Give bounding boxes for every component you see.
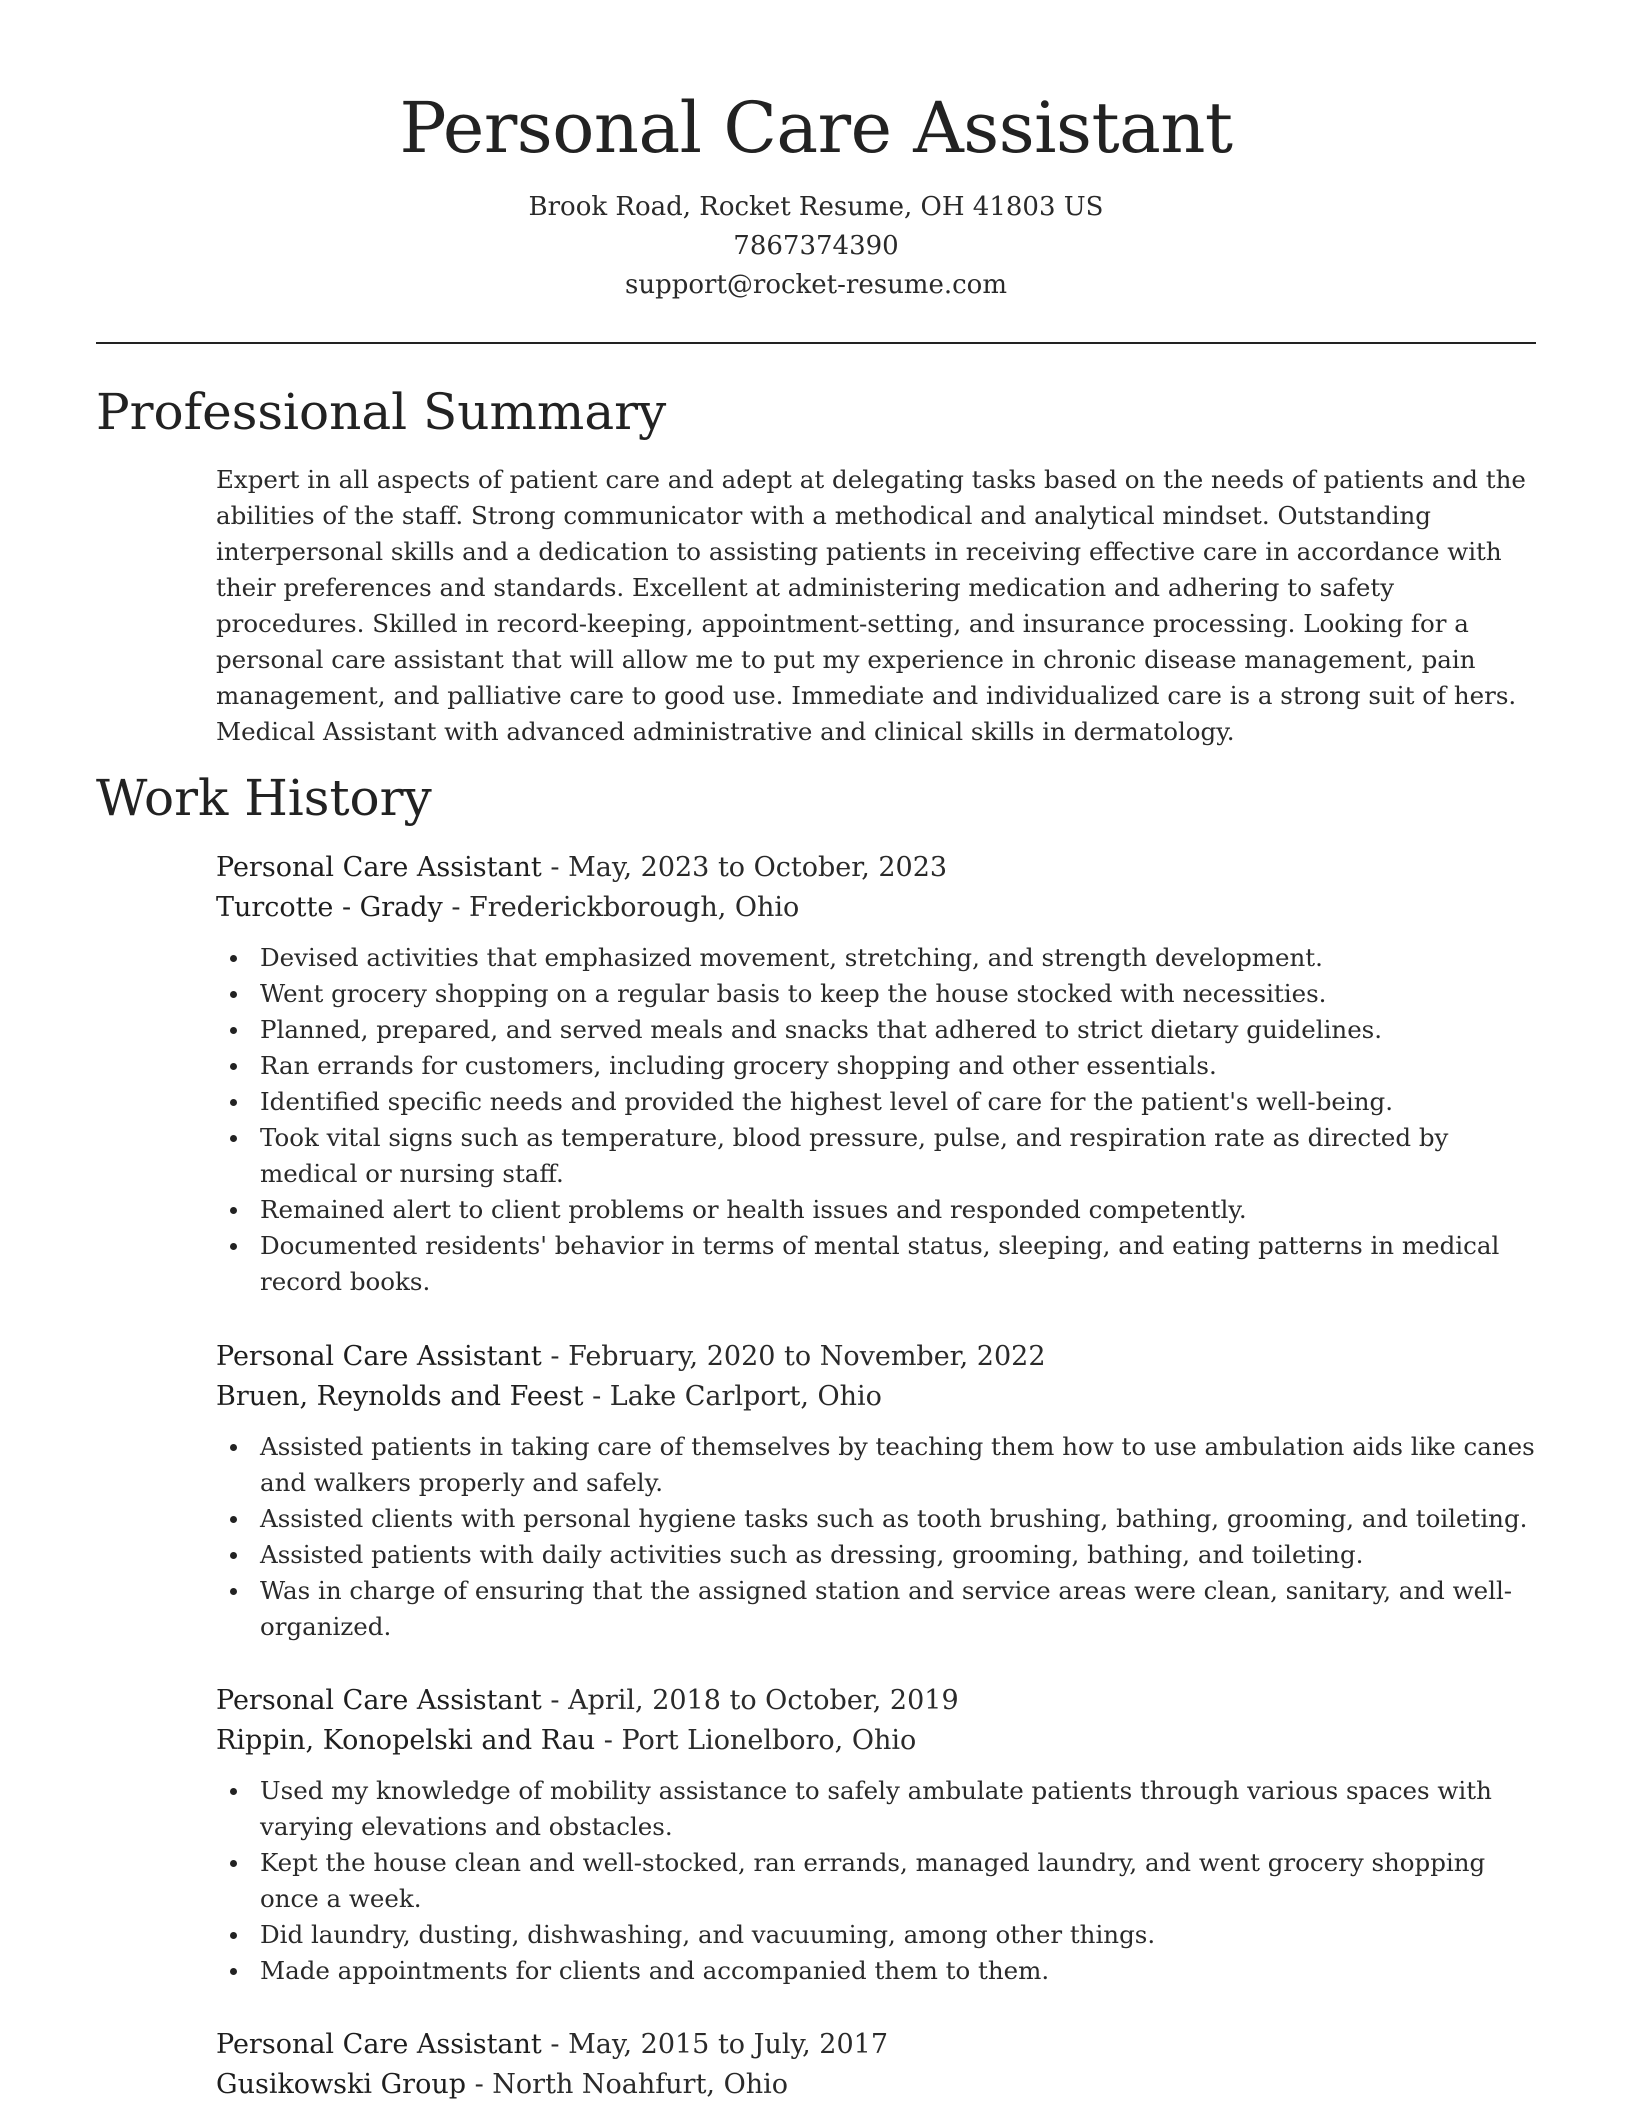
duty-item: Documented residents' behavior in terms of mental status, sleeping, and eating patterns in medical record books. xyxy=(216,1228,1541,1300)
job-title-line xyxy=(216,2025,1541,2065)
duty-item: Ran errands for customers, including grocery shopping and other essentials. xyxy=(216,1048,1541,1084)
job-location: - North Noahfurt, Ohio xyxy=(466,2069,788,2100)
contact-info xyxy=(0,188,1632,305)
duty-item: Devised activities that emphasized movement, stretching, and strength development. xyxy=(216,940,1541,976)
duty-item: Remained alert to client problems or health issues and responded competently. xyxy=(216,1192,1541,1228)
job-duties xyxy=(216,1773,1541,1989)
duty-item: Made appointments for clients and accompanied them to them. xyxy=(216,1953,1541,1989)
bullet-icon xyxy=(230,1207,237,1214)
bullet-icon xyxy=(230,991,237,998)
job-dates: - April, 2018 to October, 2019 xyxy=(541,1685,959,1716)
duty-item: Went grocery shopping on a regular basis to keep the house stocked with necessities. xyxy=(216,976,1541,1012)
job-dates: - May, 2023 to October, 2023 xyxy=(541,852,948,883)
resume-title: Personal Care Assistant xyxy=(399,87,1233,169)
job-dates: - May, 2015 to July, 2017 xyxy=(541,2029,889,2060)
bullet-icon xyxy=(230,1063,237,1070)
bullet-icon xyxy=(230,1444,237,1451)
bullet-icon xyxy=(230,1932,237,1939)
job-title: Personal Care Assistant xyxy=(216,2029,542,2060)
duty-item: Took vital signs such as temperature, blood pressure, pulse, and respiration rate as directed by medical or nursing staff. xyxy=(216,1120,1541,1192)
job-location: - Frederickborough, Ohio xyxy=(442,892,800,923)
contact-address: Brook Road, Rocket Resume, OH 41803 US xyxy=(528,192,1104,222)
duty-item: Identified specific needs and provided the highest level of care for the patient's well-being. xyxy=(216,1084,1541,1120)
bullet-icon xyxy=(230,1588,237,1595)
bullet-icon xyxy=(230,1516,237,1523)
job-title-line xyxy=(216,1681,1541,1721)
bullet-icon xyxy=(230,955,237,962)
summary-heading: Professional Summary xyxy=(96,383,667,441)
job-duties xyxy=(216,940,1541,1300)
header-divider xyxy=(96,342,1536,344)
job-company: Turcotte - Grady xyxy=(216,892,443,923)
duty-item: Assisted patients in taking care of themselves by teaching them how to use ambulation aids like canes and walkers properly and safely. xyxy=(216,1429,1541,1501)
job-company-line xyxy=(216,1721,1541,1761)
job-title-line xyxy=(216,1337,1541,1377)
contact-email: support@rocket-resume.com xyxy=(624,270,1007,300)
work-history-heading: Work History xyxy=(96,769,432,827)
job-dates: - February, 2020 to November, 2022 xyxy=(541,1341,1046,1372)
duty-item: Did laundry, dusting, dishwashing, and vacuuming, among other things. xyxy=(216,1917,1541,1953)
job-title-line xyxy=(216,848,1541,888)
job-entry xyxy=(216,2025,1541,2105)
job-company-line xyxy=(216,2065,1541,2105)
summary-text: Expert in all aspects of patient care and adept at delegating tasks based on the needs of patients and the abilities of the staff. Strong communicator with a methodical and analytical mindset. Outstanding interpersonal skills and a dedication to assisting patients in receiving effective care in accordance with their preferences and standards. Excellent at administering medication and adhering to safety procedures. Skilled in record-keeping, appointment-setting, and insurance processing. Looking for a personal care assistant that will allow me to put my experience in chronic disease management, pain management, and palliative care to good use. Immediate and individualized care is a strong suit of hers. Medical Assistant with advanced administrative and clinical skills in dermatology. xyxy=(216,465,1526,746)
bullet-icon xyxy=(230,1860,237,1867)
job-entry xyxy=(216,1681,1541,1989)
duty-item: Planned, prepared, and served meals and snacks that adhered to strict dietary guidelines. xyxy=(216,1012,1541,1048)
bullet-icon xyxy=(230,1243,237,1250)
job-duties xyxy=(216,1429,1541,1645)
bullet-icon xyxy=(230,1099,237,1106)
job-location: - Port Lionelboro, Ohio xyxy=(595,1725,917,1756)
duty-item: Assisted clients with personal hygiene tasks such as tooth brushing, bathing, grooming, and toileting. xyxy=(216,1501,1541,1537)
job-entry xyxy=(216,1337,1541,1645)
job-entry xyxy=(216,848,1541,1300)
duty-item: Was in charge of ensuring that the assigned station and service areas were clean, sanitary, and well-organized. xyxy=(216,1573,1541,1645)
job-location: - Lake Carlport, Ohio xyxy=(583,1381,882,1412)
job-company-line xyxy=(216,1377,1541,1417)
bullet-icon xyxy=(230,1552,237,1559)
contact-phone: 7867374390 xyxy=(733,231,899,261)
bullet-icon xyxy=(230,1968,237,1975)
job-company-line xyxy=(216,888,1541,928)
bullet-icon xyxy=(230,1027,237,1034)
bullet-icon xyxy=(230,1135,237,1142)
duty-item: Used my knowledge of mobility assistance to safely ambulate patients through various spaces with varying elevations and obstacles. xyxy=(216,1773,1541,1845)
job-company: Bruen, Reynolds and Feest xyxy=(216,1381,584,1412)
duty-item: Kept the house clean and well-stocked, ran errands, managed laundry, and went grocery shopping once a week. xyxy=(216,1845,1541,1917)
job-company: Rippin, Konopelski and Rau xyxy=(216,1725,596,1756)
duty-item: Assisted patients with daily activities such as dressing, grooming, bathing, and toileting. xyxy=(216,1537,1541,1573)
job-title: Personal Care Assistant xyxy=(216,852,542,883)
bullet-icon xyxy=(230,1788,237,1795)
job-company: Gusikowski Group xyxy=(216,2069,467,2100)
resume-header xyxy=(0,0,1632,305)
job-title: Personal Care Assistant xyxy=(216,1685,542,1716)
job-title: Personal Care Assistant xyxy=(216,1341,542,1372)
